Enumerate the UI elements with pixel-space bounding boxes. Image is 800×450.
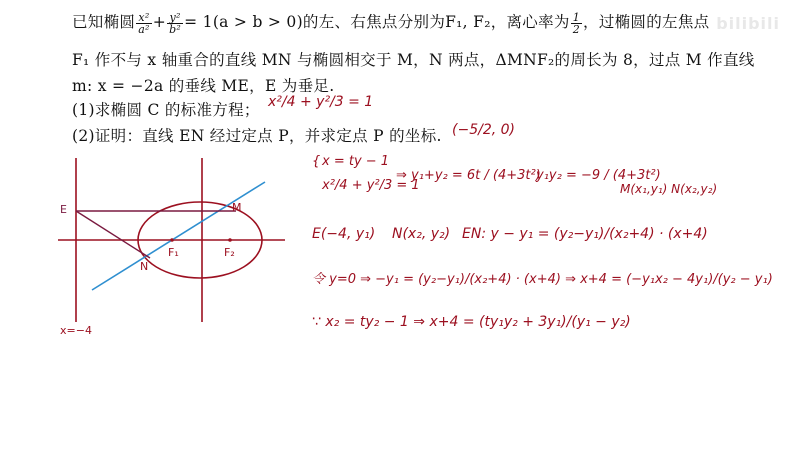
- label-f1: F₁: [168, 246, 179, 259]
- line-mn: [92, 182, 265, 290]
- label-n: N: [140, 260, 149, 273]
- vieta-sum: ⇒ y₁+y₂ = 6t / (4+3t²): [396, 168, 541, 183]
- point-f2: [228, 238, 232, 242]
- set-y-zero: 令 y=0 ⇒ −y₁ = (y₂−y₁)/(x₂+4) · (x+4) ⇒ x+4 = (−y₁x₂ − 4y₁)/(y₂ − y₁): [312, 272, 773, 287]
- answer-1: x²/4 + y²/3 = 1: [268, 94, 374, 110]
- system-brace: {: [312, 154, 321, 169]
- label-x-neg4: x=−4: [60, 324, 92, 337]
- question-2: (2)证明：直线 EN 经过定点 P，并求定点 P 的坐标.: [72, 127, 442, 145]
- watermark: bilibili: [716, 14, 780, 33]
- point-n: N(x₂, y₂): [392, 226, 451, 242]
- problem-line-2: F₁ 作不与 x 轴重合的直线 MN 与椭圆相交于 M，N 两点，ΔMNF₂的周长为 8，过点 M 作直线: [72, 51, 755, 69]
- label-e: E: [60, 203, 67, 216]
- point-e: E(−4, y₁): [312, 226, 376, 242]
- question-1: (1)求椭圆 C 的标准方程；: [72, 101, 260, 119]
- problem-text: = 1(a > b > 0)的左、右焦点分别为F₁, F₂，离心率为: [184, 13, 570, 31]
- points-mn: M(x₁,y₁) N(x₂,y₂): [620, 182, 718, 196]
- fraction: $\frac{\text{y²}}{\text{b²}}$: [169, 10, 182, 36]
- fraction: $\frac{1}{2}$: [572, 10, 581, 36]
- problem-text: 已知椭圆: [72, 13, 136, 31]
- problem-line-3: m: x = −2a 的垂线 ME，E 为垂足.: [72, 77, 335, 95]
- label-m: M: [232, 201, 242, 214]
- label-f2: F₂: [224, 246, 235, 259]
- point-f1: [170, 238, 174, 242]
- vieta-product: y₁y₂ = −9 / (4+3t²): [536, 168, 661, 183]
- system-eq-2: x²/4 + y²/3 = 1: [322, 178, 420, 193]
- substitution: ∵ x₂ = ty₂ − 1 ⇒ x+4 = (ty₁y₂ + 3y₁)/(y₁ − y₂): [312, 314, 631, 330]
- problem-text: ，过椭圆的左焦点: [583, 13, 710, 31]
- system-eq-1: x = ty − 1: [322, 154, 390, 169]
- fraction: $\frac{\text{x²}}{\text{a²}}$: [138, 10, 150, 36]
- line-en-equation: EN: y − y₁ = (y₂−y₁)/(x₂+4) · (x+4): [462, 226, 708, 242]
- answer-2: (−5/2, 0): [452, 122, 515, 138]
- plus-sign: +: [152, 13, 167, 31]
